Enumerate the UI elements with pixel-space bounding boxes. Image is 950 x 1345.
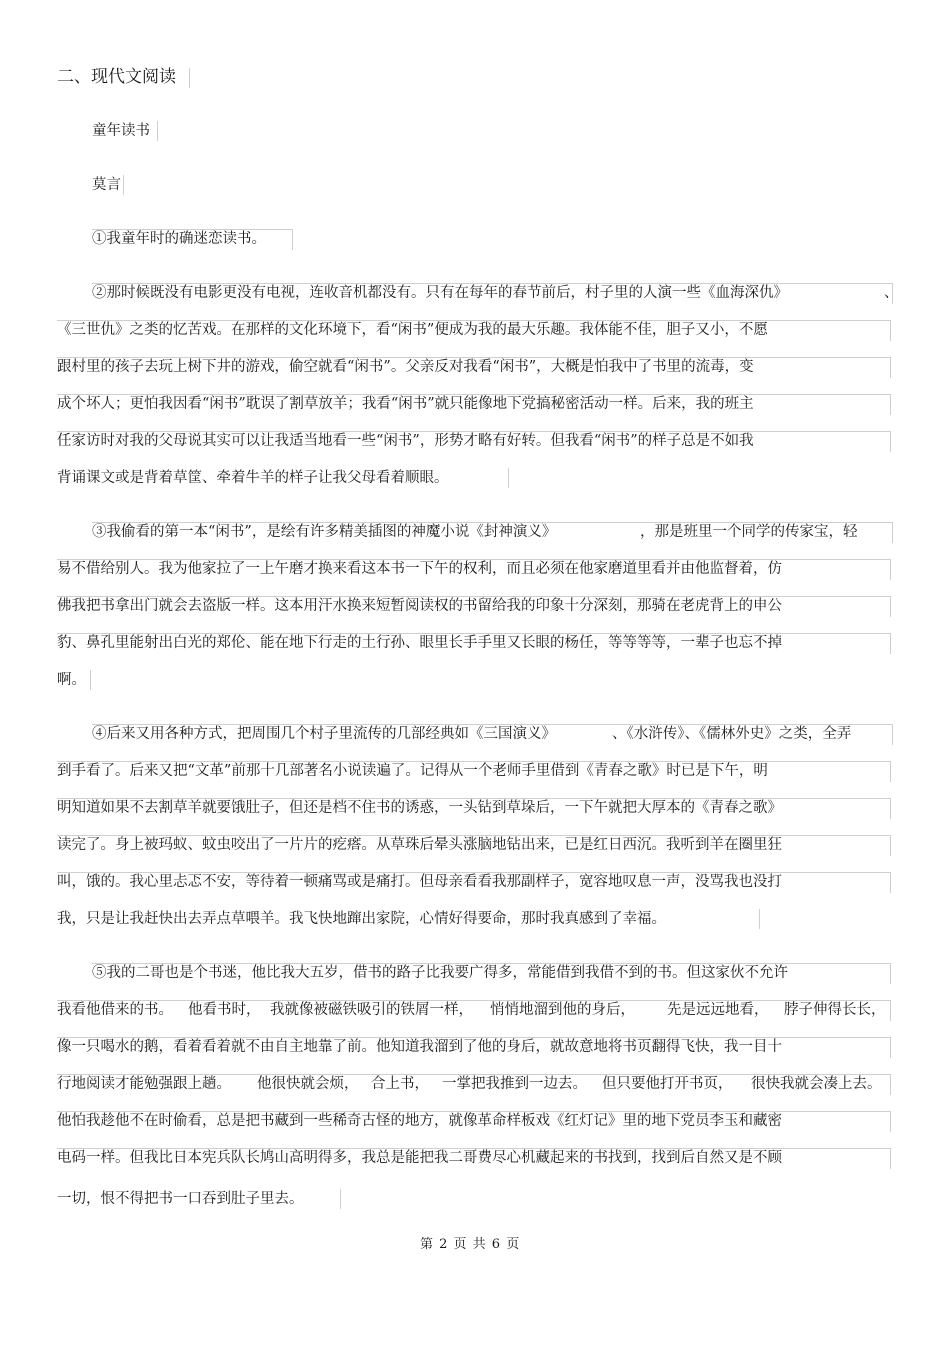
paragraph-line: ②那时候既没有电影更没有电视，连收音机都没有。只有在每年的春节前后，村子里的人演一些《血海深仇》 xyxy=(92,285,788,301)
paragraph-line: ⑤我的二哥也是个书迷，他比我大五岁，借书的路子比我要广得多，常能借到我借不到的书。但这家伙不允许 xyxy=(92,965,788,981)
field-border xyxy=(57,394,891,415)
field-border xyxy=(90,670,91,690)
field-border xyxy=(57,1148,891,1169)
paragraph-line: 、 xyxy=(884,285,899,301)
field-border xyxy=(57,1000,891,1021)
paragraph-line: 豹、鼻孔里能射出白光的郑伦、能在地下行走的土行孙、眼里长手手里又长眼的杨任，等等等等，一辈子也忘不掉 xyxy=(57,635,782,651)
paragraph-line: 啊。 xyxy=(57,672,86,688)
paragraph-line: 一切，恨不得把书一口吞到肚子里去。 xyxy=(57,1191,304,1207)
field-border xyxy=(57,835,891,856)
paragraph-line: ④后来又用各种方式，把周围几个村子里流传的几部经典如《三国演义》 xyxy=(92,726,556,742)
field-border xyxy=(340,1189,341,1209)
field-border xyxy=(92,283,893,304)
field-border xyxy=(57,431,891,452)
paragraph-line: 行地阅读才能勉强跟上趟。 xyxy=(57,1076,231,1092)
field-border xyxy=(759,909,760,929)
field-border xyxy=(157,121,158,141)
paragraph-line: 、《水浒传》、《儒林外史》之类，全弄 xyxy=(612,726,852,742)
field-border xyxy=(92,522,893,543)
paragraph-line: ①我童年时的确迷恋读书。 xyxy=(92,231,266,247)
paragraph-line: 《三世仇》之类的忆苦戏。在那样的文化环境下，看“闲书”便成为我的最大乐趣。我体能不佳，胆子又小，不愿 xyxy=(57,322,768,338)
field-border xyxy=(92,963,891,984)
paragraph-line: 脖子伸得长长， xyxy=(784,1002,886,1018)
paragraph-line: 电码一样。但我比日本宪兵队长鸠山高明得多，我总是能把我二哥费尽心机藏起来的书找到，找到后自然又是不顾 xyxy=(57,1150,782,1166)
paragraph-line: 成个坏人；更怕我因看“闲书”耽误了割草放羊；我看“闲书”就只能像地下党搞秘密活动一样。后来，我的班主 xyxy=(57,396,754,412)
paragraph-line: 我看他借来的书。 xyxy=(57,1002,173,1018)
paragraph-line: 我，只是让我赶快出去弄点草喂羊。我飞快地蹿出家院，心情好得要命，那时我真感到了幸福。 xyxy=(57,911,666,927)
paragraph-line: 到手看了。后来又把“文革”前那十几部著名小说读遍了。记得从一个老师手里借到《青春之歌》时已是下午，明 xyxy=(57,763,768,779)
field-border xyxy=(57,1111,891,1132)
field-border xyxy=(57,1037,891,1058)
paragraph-line: 叫，饿的。我心里忐忑不安，等待着一顿痛骂或是痛打。但母亲看看我那副样子，宽容地叹息一声，没骂我也没打 xyxy=(57,874,782,890)
paragraph-line: ③我偷看的第一本“闲书”，是绘有许多精美插图的神魔小说《封神演义》 xyxy=(92,524,557,540)
section-title: 二、现代文阅读 xyxy=(57,67,176,87)
field-border xyxy=(57,596,891,617)
field-border xyxy=(92,724,893,745)
paragraph-line: 很快我就会凑上去。 xyxy=(751,1076,882,1092)
field-border xyxy=(57,559,891,580)
paragraph-line: 悄悄地溜到他的身后， xyxy=(490,1002,635,1018)
paragraph-line: 明知道如果不去割草羊就要饿肚子，但还是档不住书的诱惑，一头钻到草垛后，一下午就把大厚本的《青春之歌》 xyxy=(57,800,782,816)
article-title: 童年读书 xyxy=(92,123,150,139)
paragraph-line: 他看书时， xyxy=(188,1002,261,1018)
field-border xyxy=(57,320,891,341)
paragraph-line: 背诵课文或是背着草筐、牵着牛羊的样子让我父母看着顺眼。 xyxy=(57,470,449,486)
paragraph-line: 合上书， xyxy=(371,1076,429,1092)
paragraph-line: ，那是班里一个同学的传家宝，轻 xyxy=(640,524,858,540)
paragraph-line: 佛我把书拿出门就会去盗版一样。这本用汗水换来短暂阅读权的书留给我的印象十分深刻，那骑在老虎背上的申公 xyxy=(57,598,782,614)
paragraph-line: 他很快就会烦， xyxy=(257,1076,359,1092)
field-border xyxy=(57,798,891,819)
field-border xyxy=(57,633,891,654)
paragraph-line: 先是远远地看， xyxy=(667,1002,769,1018)
field-border xyxy=(92,229,293,250)
paragraph-line: 跟村里的孩子去玩上树下井的游戏，偷空就看“闲书”。父亲反对我看“闲书”，大概是怕我中了书里的流毒，变 xyxy=(57,359,754,375)
article-author: 莫言 xyxy=(92,177,121,193)
field-border xyxy=(57,761,891,782)
paragraph-line: 易不借给别人。我为他家拉了一上午磨才换来看这本书一下午的权利，而且必须在他家磨道里看并由他监督着，仿 xyxy=(57,561,782,577)
paragraph-line: 我就像被磁铁吸引的铁屑一样， xyxy=(270,1002,473,1018)
page-number-footer: 第 2 页 共 6 页 xyxy=(420,1237,521,1252)
field-border xyxy=(57,872,891,893)
field-border xyxy=(57,357,891,378)
paragraph-line: 像一只喝水的鹅，看着看着就不由自主地靠了前。他知道我溜到了他的身后，就故意地将书页翻得飞快，我一目十 xyxy=(57,1039,782,1055)
field-border xyxy=(123,175,124,195)
field-border xyxy=(189,68,190,88)
paragraph-line: 但只要他打开书页， xyxy=(602,1076,733,1092)
paragraph-line: 一掌把我推到一边去。 xyxy=(442,1076,587,1092)
paragraph-line: 任家访时对我的父母说其实可以让我适当地看一些“闲书”，形势才略有好转。但我看“闲书”的样子总是不如我 xyxy=(57,433,754,449)
field-border xyxy=(508,468,509,488)
paragraph-line: 读完了。身上被玛蚁、蚊虫咬出了一片片的疙瘩。从草珠后晕头涨脑地钻出来，已是红日西沉。我听到羊在圈里狂 xyxy=(57,837,782,853)
field-border xyxy=(57,1074,891,1095)
paragraph-line: 他怕我趁他不在时偷看，总是把书藏到一些稀奇古怪的地方，就像革命样板戏《红灯记》里的地下党员李玉和藏密 xyxy=(57,1113,782,1129)
